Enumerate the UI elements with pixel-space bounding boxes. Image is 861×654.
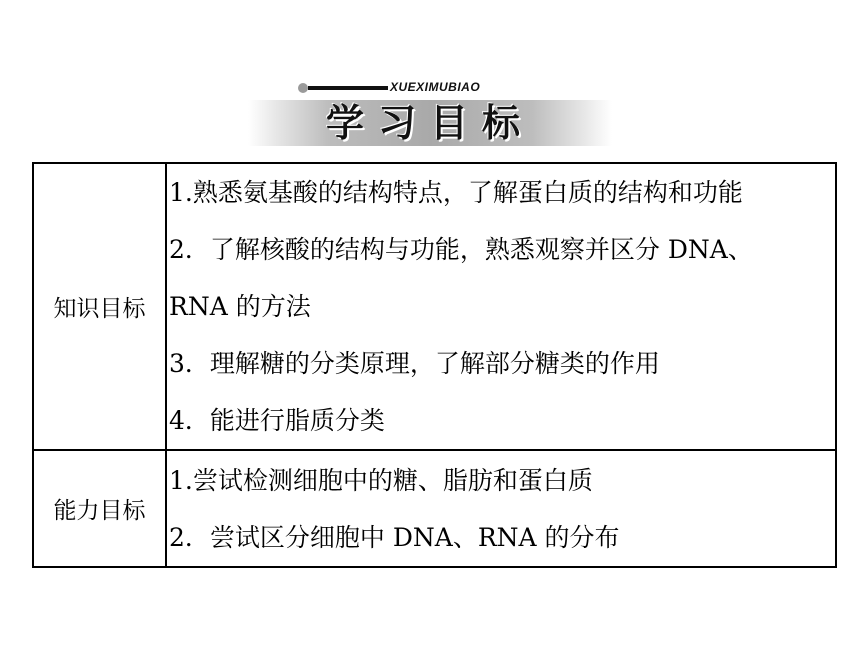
banner-dot-icon [298,83,308,93]
banner-subtitle: XUEXIMUBIAO [390,80,481,94]
table-row-ability [33,450,836,567]
list-item: 2．尝试区分细胞中 DNA、RNA 的分布 [169,522,620,552]
list-item: 3．理解糖的分类原理，了解部分糖类的作用 [169,349,660,378]
table-row-knowledge [33,163,836,450]
list-item: 1.尝试检测细胞中的糖、脂肪和蛋白质 [169,465,593,495]
section-banner [248,80,612,148]
row-content-knowledge [166,163,836,450]
list-item: RNA 的方法 [169,292,311,321]
list-item: 2．了解核酸的结构与功能，熟悉观察并区分 DNA、 [169,235,753,264]
learning-goals-table [32,162,837,568]
page-title: 学习目标 [325,101,534,145]
list-item: 1.熟悉氨基酸的结构特点，了解蛋白质的结构和功能 [169,178,743,207]
list-item: 4．能进行脂质分类 [169,406,385,435]
row-label-ability: 能力目标 [33,450,166,567]
banner-rule [308,86,388,90]
row-content-ability [166,450,836,567]
row-label-knowledge: 知识目标 [33,163,166,450]
